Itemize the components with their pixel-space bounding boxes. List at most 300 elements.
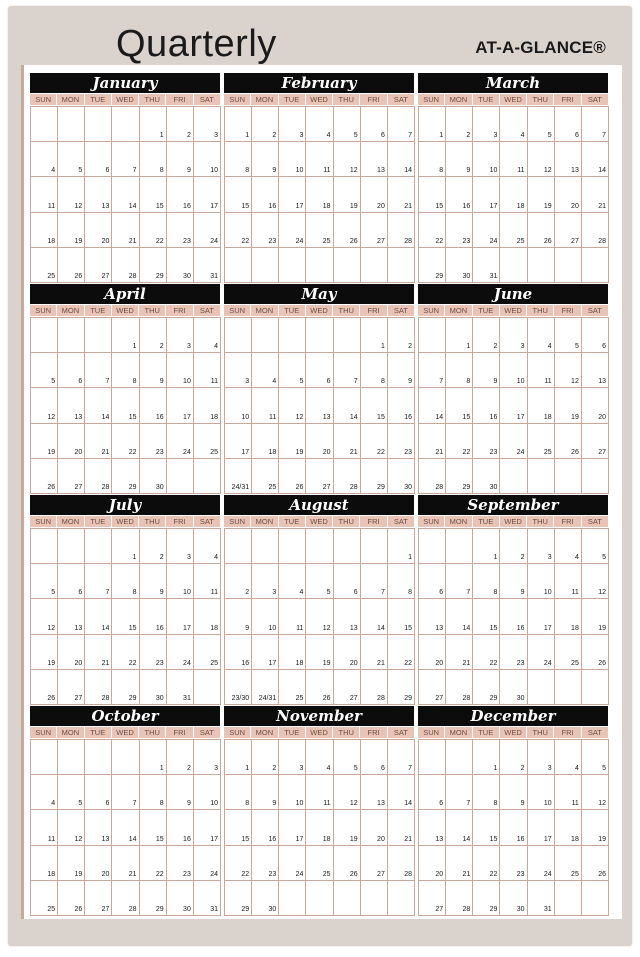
day-cell[interactable] bbox=[84, 387, 111, 422]
day-cell[interactable] bbox=[499, 106, 526, 141]
day-cell[interactable] bbox=[84, 352, 111, 387]
day-cell[interactable] bbox=[387, 528, 414, 563]
day-cell[interactable] bbox=[472, 880, 499, 915]
day-cell[interactable] bbox=[418, 845, 445, 880]
day-cell[interactable] bbox=[111, 141, 138, 176]
day-cell[interactable] bbox=[527, 809, 554, 844]
day-cell[interactable] bbox=[472, 106, 499, 141]
day-cell[interactable] bbox=[305, 845, 332, 880]
day-cell[interactable] bbox=[333, 634, 360, 669]
day-cell[interactable] bbox=[581, 809, 608, 844]
day-cell[interactable] bbox=[554, 528, 581, 563]
day-cell[interactable] bbox=[554, 774, 581, 809]
day-cell[interactable] bbox=[224, 141, 251, 176]
day-cell[interactable] bbox=[84, 423, 111, 458]
day-cell[interactable] bbox=[445, 634, 472, 669]
day-cell[interactable] bbox=[57, 845, 84, 880]
day-cell[interactable] bbox=[333, 176, 360, 211]
day-cell[interactable] bbox=[333, 247, 360, 282]
day-cell[interactable] bbox=[166, 352, 193, 387]
day-cell[interactable] bbox=[499, 317, 526, 352]
day-cell[interactable] bbox=[251, 845, 278, 880]
day-cell[interactable] bbox=[387, 809, 414, 844]
day-cell[interactable] bbox=[251, 106, 278, 141]
day-cell[interactable] bbox=[472, 563, 499, 598]
day-cell[interactable] bbox=[527, 563, 554, 598]
day-cell[interactable] bbox=[581, 141, 608, 176]
day-cell[interactable] bbox=[387, 774, 414, 809]
day-cell[interactable] bbox=[193, 563, 220, 598]
day-cell[interactable] bbox=[193, 845, 220, 880]
day-cell[interactable] bbox=[30, 880, 57, 915]
day-cell[interactable] bbox=[251, 317, 278, 352]
day-cell[interactable] bbox=[554, 212, 581, 247]
day-cell[interactable] bbox=[139, 880, 166, 915]
day-cell[interactable] bbox=[581, 669, 608, 704]
day-cell[interactable] bbox=[472, 774, 499, 809]
day-cell[interactable] bbox=[445, 387, 472, 422]
day-cell[interactable] bbox=[193, 809, 220, 844]
day-cell[interactable] bbox=[305, 634, 332, 669]
day-cell[interactable] bbox=[111, 247, 138, 282]
day-cell[interactable] bbox=[111, 423, 138, 458]
day-cell[interactable] bbox=[527, 774, 554, 809]
day-cell[interactable] bbox=[111, 528, 138, 563]
day-cell[interactable] bbox=[472, 317, 499, 352]
day-cell[interactable] bbox=[57, 247, 84, 282]
day-cell[interactable] bbox=[193, 106, 220, 141]
day-cell[interactable] bbox=[499, 352, 526, 387]
day-cell[interactable] bbox=[166, 106, 193, 141]
day-cell[interactable] bbox=[278, 176, 305, 211]
day-cell[interactable] bbox=[554, 387, 581, 422]
day-cell[interactable] bbox=[30, 141, 57, 176]
day-cell[interactable] bbox=[360, 563, 387, 598]
day-cell[interactable] bbox=[387, 845, 414, 880]
day-cell[interactable] bbox=[111, 352, 138, 387]
day-cell[interactable] bbox=[139, 317, 166, 352]
day-cell[interactable] bbox=[333, 387, 360, 422]
day-cell[interactable] bbox=[333, 352, 360, 387]
day-cell[interactable] bbox=[111, 458, 138, 493]
day-cell[interactable] bbox=[499, 458, 526, 493]
day-cell[interactable] bbox=[224, 352, 251, 387]
day-cell[interactable] bbox=[445, 212, 472, 247]
day-cell[interactable] bbox=[30, 212, 57, 247]
day-cell[interactable] bbox=[224, 634, 251, 669]
day-cell[interactable] bbox=[166, 212, 193, 247]
day-cell[interactable] bbox=[166, 669, 193, 704]
day-cell[interactable] bbox=[554, 634, 581, 669]
day-cell[interactable] bbox=[581, 458, 608, 493]
day-cell[interactable] bbox=[84, 212, 111, 247]
day-cell[interactable] bbox=[360, 458, 387, 493]
day-cell[interactable] bbox=[224, 669, 251, 704]
day-cell[interactable] bbox=[57, 528, 84, 563]
day-cell[interactable] bbox=[333, 598, 360, 633]
day-cell[interactable] bbox=[387, 739, 414, 774]
day-cell[interactable] bbox=[387, 212, 414, 247]
day-cell[interactable] bbox=[305, 423, 332, 458]
day-cell[interactable] bbox=[333, 774, 360, 809]
day-cell[interactable] bbox=[57, 598, 84, 633]
day-cell[interactable] bbox=[251, 387, 278, 422]
day-cell[interactable] bbox=[139, 563, 166, 598]
day-cell[interactable] bbox=[166, 528, 193, 563]
day-cell[interactable] bbox=[445, 317, 472, 352]
day-cell[interactable] bbox=[418, 563, 445, 598]
day-cell[interactable] bbox=[111, 809, 138, 844]
day-cell[interactable] bbox=[224, 880, 251, 915]
day-cell[interactable] bbox=[360, 845, 387, 880]
day-cell[interactable] bbox=[360, 739, 387, 774]
day-cell[interactable] bbox=[527, 669, 554, 704]
day-cell[interactable] bbox=[581, 598, 608, 633]
day-cell[interactable] bbox=[166, 141, 193, 176]
day-cell[interactable] bbox=[499, 669, 526, 704]
day-cell[interactable] bbox=[224, 845, 251, 880]
day-cell[interactable] bbox=[251, 880, 278, 915]
day-cell[interactable] bbox=[581, 880, 608, 915]
day-cell[interactable] bbox=[554, 563, 581, 598]
day-cell[interactable] bbox=[445, 845, 472, 880]
day-cell[interactable] bbox=[333, 106, 360, 141]
day-cell[interactable] bbox=[111, 212, 138, 247]
day-cell[interactable] bbox=[360, 809, 387, 844]
day-cell[interactable] bbox=[57, 739, 84, 774]
day-cell[interactable] bbox=[305, 387, 332, 422]
day-cell[interactable] bbox=[499, 212, 526, 247]
day-cell[interactable] bbox=[278, 528, 305, 563]
day-cell[interactable] bbox=[224, 317, 251, 352]
day-cell[interactable] bbox=[499, 423, 526, 458]
day-cell[interactable] bbox=[57, 106, 84, 141]
day-cell[interactable] bbox=[418, 141, 445, 176]
day-cell[interactable] bbox=[139, 352, 166, 387]
day-cell[interactable] bbox=[387, 458, 414, 493]
day-cell[interactable] bbox=[360, 528, 387, 563]
day-cell[interactable] bbox=[57, 423, 84, 458]
day-cell[interactable] bbox=[111, 880, 138, 915]
day-cell[interactable] bbox=[472, 247, 499, 282]
day-cell[interactable] bbox=[193, 423, 220, 458]
day-cell[interactable] bbox=[554, 458, 581, 493]
day-cell[interactable] bbox=[193, 739, 220, 774]
day-cell[interactable] bbox=[527, 634, 554, 669]
day-cell[interactable] bbox=[360, 176, 387, 211]
day-cell[interactable] bbox=[193, 880, 220, 915]
day-cell[interactable] bbox=[445, 106, 472, 141]
day-cell[interactable] bbox=[139, 458, 166, 493]
day-cell[interactable] bbox=[387, 598, 414, 633]
day-cell[interactable] bbox=[418, 739, 445, 774]
day-cell[interactable] bbox=[30, 387, 57, 422]
day-cell[interactable] bbox=[333, 528, 360, 563]
day-cell[interactable] bbox=[527, 845, 554, 880]
day-cell[interactable] bbox=[333, 739, 360, 774]
day-cell[interactable] bbox=[111, 634, 138, 669]
day-cell[interactable] bbox=[193, 528, 220, 563]
day-cell[interactable] bbox=[554, 352, 581, 387]
day-cell[interactable] bbox=[554, 176, 581, 211]
day-cell[interactable] bbox=[139, 387, 166, 422]
day-cell[interactable] bbox=[581, 774, 608, 809]
day-cell[interactable] bbox=[387, 317, 414, 352]
day-cell[interactable] bbox=[499, 563, 526, 598]
day-cell[interactable] bbox=[224, 212, 251, 247]
day-cell[interactable] bbox=[499, 774, 526, 809]
day-cell[interactable] bbox=[166, 809, 193, 844]
day-cell[interactable] bbox=[499, 845, 526, 880]
day-cell[interactable] bbox=[111, 598, 138, 633]
day-cell[interactable] bbox=[581, 317, 608, 352]
day-cell[interactable] bbox=[30, 634, 57, 669]
day-cell[interactable] bbox=[251, 212, 278, 247]
day-cell[interactable] bbox=[193, 352, 220, 387]
day-cell[interactable] bbox=[193, 458, 220, 493]
day-cell[interactable] bbox=[251, 423, 278, 458]
day-cell[interactable] bbox=[193, 669, 220, 704]
day-cell[interactable] bbox=[387, 176, 414, 211]
day-cell[interactable] bbox=[305, 458, 332, 493]
day-cell[interactable] bbox=[139, 212, 166, 247]
day-cell[interactable] bbox=[418, 458, 445, 493]
day-cell[interactable] bbox=[499, 634, 526, 669]
day-cell[interactable] bbox=[166, 845, 193, 880]
day-cell[interactable] bbox=[527, 352, 554, 387]
day-cell[interactable] bbox=[499, 880, 526, 915]
day-cell[interactable] bbox=[193, 598, 220, 633]
day-cell[interactable] bbox=[305, 352, 332, 387]
day-cell[interactable] bbox=[305, 106, 332, 141]
day-cell[interactable] bbox=[166, 423, 193, 458]
day-cell[interactable] bbox=[111, 176, 138, 211]
day-cell[interactable] bbox=[527, 212, 554, 247]
day-cell[interactable] bbox=[111, 774, 138, 809]
day-cell[interactable] bbox=[499, 247, 526, 282]
day-cell[interactable] bbox=[57, 809, 84, 844]
day-cell[interactable] bbox=[30, 247, 57, 282]
day-cell[interactable] bbox=[418, 809, 445, 844]
day-cell[interactable] bbox=[387, 423, 414, 458]
day-cell[interactable] bbox=[84, 176, 111, 211]
day-cell[interactable] bbox=[30, 317, 57, 352]
day-cell[interactable] bbox=[166, 880, 193, 915]
day-cell[interactable] bbox=[472, 845, 499, 880]
day-cell[interactable] bbox=[278, 212, 305, 247]
day-cell[interactable] bbox=[251, 352, 278, 387]
day-cell[interactable] bbox=[581, 106, 608, 141]
day-cell[interactable] bbox=[224, 739, 251, 774]
day-cell[interactable] bbox=[57, 774, 84, 809]
day-cell[interactable] bbox=[139, 247, 166, 282]
day-cell[interactable] bbox=[57, 669, 84, 704]
day-cell[interactable] bbox=[193, 774, 220, 809]
day-cell[interactable] bbox=[333, 212, 360, 247]
day-cell[interactable] bbox=[111, 739, 138, 774]
day-cell[interactable] bbox=[166, 563, 193, 598]
day-cell[interactable] bbox=[30, 774, 57, 809]
day-cell[interactable] bbox=[387, 247, 414, 282]
day-cell[interactable] bbox=[305, 141, 332, 176]
day-cell[interactable] bbox=[418, 247, 445, 282]
day-cell[interactable] bbox=[166, 387, 193, 422]
day-cell[interactable] bbox=[418, 352, 445, 387]
day-cell[interactable] bbox=[472, 598, 499, 633]
day-cell[interactable] bbox=[84, 106, 111, 141]
day-cell[interactable] bbox=[139, 423, 166, 458]
day-cell[interactable] bbox=[139, 176, 166, 211]
day-cell[interactable] bbox=[581, 423, 608, 458]
day-cell[interactable] bbox=[251, 739, 278, 774]
day-cell[interactable] bbox=[418, 669, 445, 704]
day-cell[interactable] bbox=[418, 774, 445, 809]
day-cell[interactable] bbox=[527, 739, 554, 774]
day-cell[interactable] bbox=[84, 669, 111, 704]
day-cell[interactable] bbox=[139, 669, 166, 704]
day-cell[interactable] bbox=[30, 106, 57, 141]
day-cell[interactable] bbox=[278, 563, 305, 598]
day-cell[interactable] bbox=[57, 141, 84, 176]
day-cell[interactable] bbox=[166, 774, 193, 809]
day-cell[interactable] bbox=[445, 739, 472, 774]
day-cell[interactable] bbox=[554, 317, 581, 352]
day-cell[interactable] bbox=[30, 739, 57, 774]
day-cell[interactable] bbox=[499, 176, 526, 211]
day-cell[interactable] bbox=[305, 774, 332, 809]
day-cell[interactable] bbox=[30, 352, 57, 387]
day-cell[interactable] bbox=[360, 774, 387, 809]
day-cell[interactable] bbox=[84, 247, 111, 282]
day-cell[interactable] bbox=[305, 563, 332, 598]
day-cell[interactable] bbox=[333, 809, 360, 844]
day-cell[interactable] bbox=[251, 598, 278, 633]
day-cell[interactable] bbox=[499, 739, 526, 774]
day-cell[interactable] bbox=[30, 458, 57, 493]
day-cell[interactable] bbox=[193, 317, 220, 352]
day-cell[interactable] bbox=[278, 774, 305, 809]
day-cell[interactable] bbox=[57, 176, 84, 211]
day-cell[interactable] bbox=[251, 634, 278, 669]
day-cell[interactable] bbox=[84, 845, 111, 880]
day-cell[interactable] bbox=[305, 176, 332, 211]
day-cell[interactable] bbox=[581, 563, 608, 598]
day-cell[interactable] bbox=[251, 247, 278, 282]
day-cell[interactable] bbox=[472, 352, 499, 387]
day-cell[interactable] bbox=[445, 669, 472, 704]
day-cell[interactable] bbox=[418, 176, 445, 211]
day-cell[interactable] bbox=[84, 141, 111, 176]
day-cell[interactable] bbox=[445, 352, 472, 387]
day-cell[interactable] bbox=[305, 880, 332, 915]
day-cell[interactable] bbox=[84, 739, 111, 774]
day-cell[interactable] bbox=[278, 598, 305, 633]
day-cell[interactable] bbox=[166, 458, 193, 493]
day-cell[interactable] bbox=[251, 809, 278, 844]
day-cell[interactable] bbox=[333, 423, 360, 458]
day-cell[interactable] bbox=[418, 106, 445, 141]
day-cell[interactable] bbox=[251, 458, 278, 493]
day-cell[interactable] bbox=[84, 774, 111, 809]
day-cell[interactable] bbox=[111, 845, 138, 880]
day-cell[interactable] bbox=[278, 352, 305, 387]
day-cell[interactable] bbox=[166, 634, 193, 669]
day-cell[interactable] bbox=[139, 598, 166, 633]
day-cell[interactable] bbox=[84, 634, 111, 669]
day-cell[interactable] bbox=[333, 845, 360, 880]
day-cell[interactable] bbox=[418, 423, 445, 458]
day-cell[interactable] bbox=[84, 528, 111, 563]
day-cell[interactable] bbox=[111, 387, 138, 422]
day-cell[interactable] bbox=[278, 845, 305, 880]
day-cell[interactable] bbox=[418, 317, 445, 352]
day-cell[interactable] bbox=[224, 774, 251, 809]
day-cell[interactable] bbox=[166, 317, 193, 352]
day-cell[interactable] bbox=[554, 141, 581, 176]
day-cell[interactable] bbox=[554, 880, 581, 915]
day-cell[interactable] bbox=[527, 387, 554, 422]
day-cell[interactable] bbox=[445, 528, 472, 563]
day-cell[interactable] bbox=[193, 141, 220, 176]
day-cell[interactable] bbox=[30, 669, 57, 704]
day-cell[interactable] bbox=[527, 458, 554, 493]
day-cell[interactable] bbox=[445, 458, 472, 493]
day-cell[interactable] bbox=[224, 106, 251, 141]
day-cell[interactable] bbox=[193, 212, 220, 247]
day-cell[interactable] bbox=[581, 845, 608, 880]
day-cell[interactable] bbox=[30, 563, 57, 598]
day-cell[interactable] bbox=[305, 212, 332, 247]
day-cell[interactable] bbox=[193, 247, 220, 282]
day-cell[interactable] bbox=[387, 387, 414, 422]
day-cell[interactable] bbox=[445, 563, 472, 598]
day-cell[interactable] bbox=[278, 423, 305, 458]
day-cell[interactable] bbox=[445, 176, 472, 211]
day-cell[interactable] bbox=[445, 247, 472, 282]
day-cell[interactable] bbox=[418, 212, 445, 247]
day-cell[interactable] bbox=[278, 458, 305, 493]
day-cell[interactable] bbox=[472, 141, 499, 176]
day-cell[interactable] bbox=[472, 669, 499, 704]
day-cell[interactable] bbox=[57, 387, 84, 422]
day-cell[interactable] bbox=[30, 423, 57, 458]
day-cell[interactable] bbox=[224, 809, 251, 844]
day-cell[interactable] bbox=[30, 176, 57, 211]
day-cell[interactable] bbox=[224, 563, 251, 598]
day-cell[interactable] bbox=[499, 528, 526, 563]
day-cell[interactable] bbox=[333, 880, 360, 915]
day-cell[interactable] bbox=[360, 106, 387, 141]
day-cell[interactable] bbox=[554, 739, 581, 774]
day-cell[interactable] bbox=[360, 634, 387, 669]
day-cell[interactable] bbox=[581, 352, 608, 387]
day-cell[interactable] bbox=[84, 563, 111, 598]
day-cell[interactable] bbox=[278, 739, 305, 774]
day-cell[interactable] bbox=[418, 528, 445, 563]
day-cell[interactable] bbox=[251, 141, 278, 176]
day-cell[interactable] bbox=[360, 880, 387, 915]
day-cell[interactable] bbox=[527, 880, 554, 915]
day-cell[interactable] bbox=[57, 880, 84, 915]
day-cell[interactable] bbox=[305, 317, 332, 352]
day-cell[interactable] bbox=[581, 739, 608, 774]
day-cell[interactable] bbox=[554, 598, 581, 633]
day-cell[interactable] bbox=[84, 458, 111, 493]
day-cell[interactable] bbox=[57, 634, 84, 669]
day-cell[interactable] bbox=[224, 247, 251, 282]
day-cell[interactable] bbox=[387, 880, 414, 915]
day-cell[interactable] bbox=[278, 809, 305, 844]
